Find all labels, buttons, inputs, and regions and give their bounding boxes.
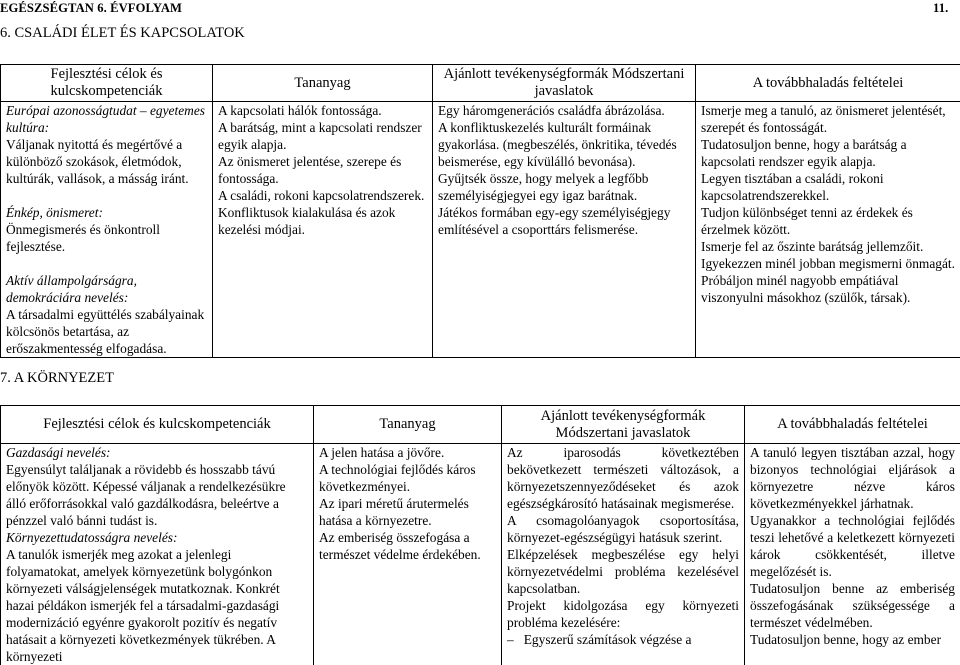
s6-requirement-item: Igyekezzen minél jobban megismerni önmagát.: [701, 255, 955, 272]
s6-requirement-item: Legyen tisztában a családi, rokoni kapcsolatrendszerekkel.: [701, 170, 955, 204]
s6-goal-heading: Európai azonosságtudat – egyetemes kultúra:: [6, 102, 207, 136]
s6-requirement-item: Tudatosuljon benne, hogy a barátság a kapcsolati rendszer egyik alapja.: [701, 136, 955, 170]
s7-curriculum-cell: [314, 444, 502, 665]
s6-header-curriculum: Tananyag: [213, 65, 433, 102]
running-header-title: EGÉSZSÉGTAN 6. ÉVFOLYAM: [0, 0, 182, 17]
s7-header-curriculum: Tananyag: [314, 406, 502, 444]
s6-curriculum-item: A kapcsolati hálók fontossága.: [218, 102, 427, 119]
s7-requirements-cell: [745, 444, 960, 665]
s7-curriculum-item: A technológiai fejlődés káros következményei.: [319, 461, 496, 495]
s6-curriculum-item: Az önismeret jelentése, szerepe és fontossága.: [218, 153, 427, 187]
s6-requirement-item: Tudjon különbséget tenni az érdekek és érzelmek között.: [701, 204, 955, 238]
s6-curriculum-item: A családi, rokoni kapcsolatrendszerek.: [218, 187, 427, 204]
s6-activity-item: Gyűjtsék össze, hogy melyek a legfőbb személyiségjegyei egy igaz barátnak.: [438, 170, 690, 204]
s6-goal-heading: Aktív állampolgárságra, demokráciára nevelés:: [6, 272, 207, 306]
s7-curriculum-item: Az emberiség összefogása a természet védelme érdekében.: [319, 529, 496, 563]
s6-header-activities: Ajánlott tevékenységformák Módszertani javaslatok: [433, 65, 696, 102]
s7-activity-item: Az iparosodás következtében bekövetkezett természeti változások, a környezetszennyeződéseket és azok egészségkárosító hatásainak megismerése.: [507, 444, 739, 512]
section-6-table: [0, 64, 960, 358]
s7-goal-heading: Gazdasági nevelés:: [6, 444, 308, 461]
s7-requirement-item: A tanuló legyen tisztában azzal, hogy bizonyos technológiai eljárások a környezetre nézve káros következményekkel járhatnak.: [750, 444, 955, 512]
s6-header-requirements: A továbbhaladás feltételei: [696, 65, 960, 102]
s6-requirement-item: Próbáljon minél nagyobb empátiával viszonyulni másokhoz (szülők, társak).: [701, 272, 955, 306]
s7-header-requirements: A továbbhaladás feltételei: [745, 406, 960, 444]
s7-curriculum-item: Az ipari méretű árutermelés hatása a környezetre.: [319, 495, 496, 529]
s6-requirement-item: Ismerje meg a tanuló, az önismeret jelentését, szerepét és fontosságát.: [701, 102, 955, 136]
page-number: 11.: [933, 0, 948, 17]
s7-goal-text: Egyensúlyt találjanak a rövidebb és hosszabb távú előnyök között. Képessé váljanak a rendelkezésükre álló erőforrásokkal való gazdálkodásra, beleértve a pénzzel való bánni tudást is.: [6, 461, 308, 529]
s7-activity-item: A csomagolóanyagok csoportosítása, környezet-egészségügyi hatásuk szerint.: [507, 512, 739, 546]
s6-curriculum-item: Konfliktusok kialakulása és azok kezelési módjai.: [218, 204, 427, 238]
section-7-table: [0, 405, 960, 665]
s6-curriculum-item: A barátság, mint a kapcsolati rendszer egyik alapja.: [218, 119, 427, 153]
s6-header-goals: Fejlesztési célok és kulcskompetenciák: [1, 65, 213, 102]
s6-requirement-item: Ismerje fel az őszinte barátság jellemzőit.: [701, 238, 955, 255]
s6-curriculum-cell: [213, 102, 433, 358]
s7-requirement-item: Tudatosuljon benne, hogy az ember: [750, 631, 955, 648]
s7-requirement-item: Tudatosuljon benne az emberiség összefogásának szükségessége a természet védelmében.: [750, 580, 955, 631]
s7-curriculum-item: A jelen hatása a jövőre.: [319, 444, 496, 461]
s6-activity-item: Játékos formában egy-egy személyiségjegy említésével a csoporttárs felismerése.: [438, 204, 690, 238]
s7-activity-item: Elképzelések megbeszélése egy helyi környezetvédelmi probléma kezelésével kapcsolatban.: [507, 546, 739, 597]
s7-activities-cell: [502, 444, 745, 665]
s7-goal-text: A tanulók ismerjék meg azokat a jelenlegi folyamatokat, amelyek környezetünk bolygónkon környezeti válságjelenségek mutatkoznak. Konkrét hazai példákon ismerjék fel a társadalmi-gazdasági modernizáció egyénre gyakorolt pozitív és negatív hatásait a környezeti következmények tükrében. A környezeti: [6, 546, 308, 665]
s7-goal-heading: Környezettudatosságra nevelés:: [6, 529, 308, 546]
s6-activity-item: Egy háromgenerációs családfa ábrázolása.: [438, 102, 690, 119]
section-6-title: 6. CSALÁDI ÉLET ÉS KAPCSOLATOK: [0, 25, 245, 42]
s6-requirements-cell: [696, 102, 960, 358]
s6-goals-cell: [1, 102, 213, 358]
s7-activity-subitem-text: Egyszerű számítások végzése a: [524, 632, 692, 647]
s7-requirement-item: Ugyanakkor a technológiai fejlődés teszi lehetővé a keletkezett környezeti károk csökkentését, illetve megelőzését is.: [750, 512, 955, 580]
s7-activity-subitem: – Egyszerű számítások végzése a: [507, 631, 739, 648]
section-7-title: 7. A KÖRNYEZET: [0, 370, 114, 387]
s6-goal-text: Váljanak nyitottá és megértővé a különböző szokások, életmódok, kultúrák, vallások, a másság iránt.: [6, 136, 207, 187]
s7-header-activities: Ajánlott tevékenységformák Módszertani javaslatok: [502, 406, 745, 444]
s6-activity-item: A konfliktuskezelés kulturált formáinak gyakorlása. (megbeszélés, önkritika, tévedés beismerése, egy kívülálló bevonása).: [438, 119, 690, 170]
s6-goal-text: Önmegismerés és önkontroll fejlesztése.: [6, 221, 207, 255]
s7-goals-cell: [1, 444, 314, 665]
s7-activity-item: Projekt kidolgozása egy környezeti probléma kezelésére:: [507, 597, 739, 631]
s6-activities-cell: [433, 102, 696, 358]
s6-goal-heading: Énkép, önismeret:: [6, 204, 207, 221]
s7-header-goals: Fejlesztési célok és kulcskompetenciák: [1, 406, 314, 444]
s6-goal-text: A társadalmi együttélés szabályainak kölcsönös betartása, az erőszakmentesség elfogadása.: [6, 306, 207, 357]
